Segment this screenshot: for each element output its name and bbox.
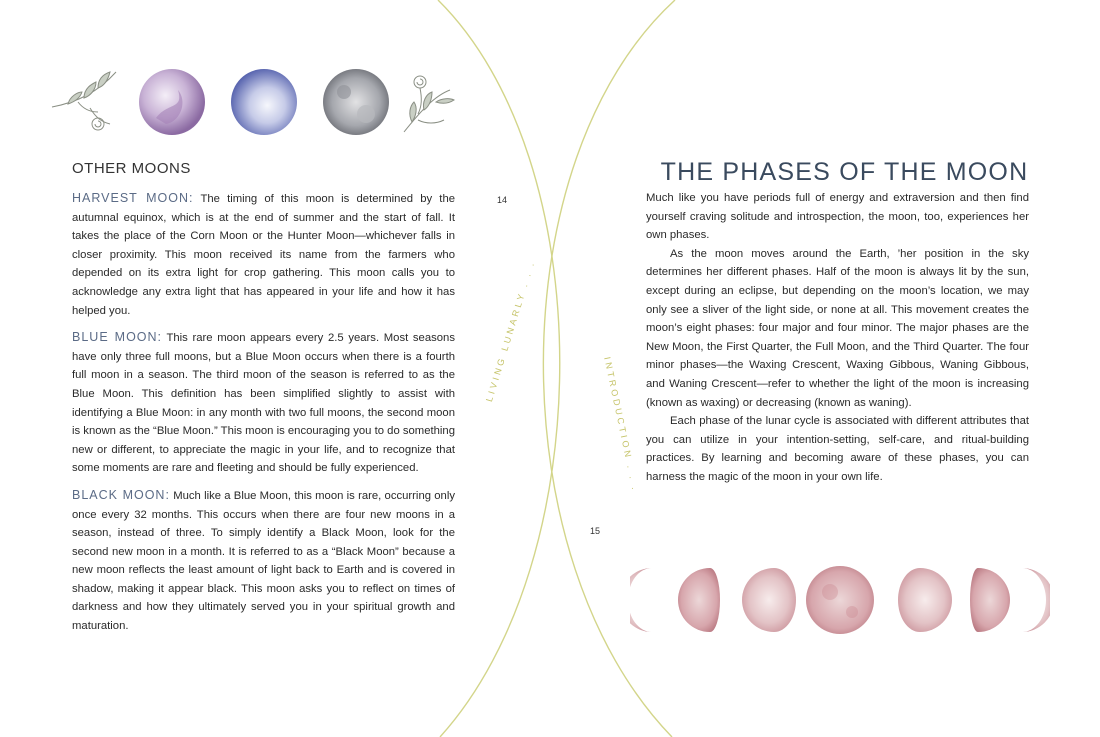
body-paragraph: Each phase of the lunar cycle is associated with different attributes that you can utilize in your intention-setting, self-care, and ritual-building practices. By learning and becoming aware of these phases, you can harness the magic of the moon in your own life.: [646, 415, 1029, 483]
waning-crescent-icon: [630, 568, 652, 632]
top-moon-illustration: [48, 62, 458, 142]
page-number-right: 15: [590, 526, 601, 536]
waning-gibbous-icon: [742, 568, 796, 632]
page-title: THE PHASES OF THE MOON: [660, 158, 1029, 186]
third-quarter-icon: [678, 568, 720, 632]
running-head-right: INTRODUCTION . . .: [602, 356, 641, 494]
moon-phases-illustration: [630, 562, 1050, 642]
section-heading: OTHER MOONS: [72, 160, 191, 177]
first-quarter-icon: [970, 568, 1010, 632]
entry-blue-moon: [72, 328, 455, 478]
full-moon-icon: [806, 566, 874, 634]
entry-text: Much like a Blue Moon, this moon is rare, occurring only once every 32 months. This occurs when there are four new moons in a season, instead of three. To simply identify a Black Moon, look for the second new moon in a month. It is referred to as a “Black Moon” because a new moon reflects the least amount of light back to Earth and is covered in shadow, making it appear black. This moon asks you to reflect on times of darkness and how they ultimately served you in your spiritual growth and maturation.: [72, 489, 455, 633]
leaf-sprig-left-icon: [52, 72, 116, 130]
entry-term: BLACK MOON:: [72, 487, 170, 502]
purple-watercolor-moon-icon: [139, 69, 205, 135]
leaf-sprig-right-icon: [404, 76, 454, 132]
gray-watercolor-moon-icon: [323, 69, 389, 135]
entry-black-moon: [72, 486, 455, 636]
entry-harvest-moon: [72, 189, 455, 320]
page-number-left: 14: [497, 195, 508, 205]
right-page: [646, 158, 1029, 487]
entry-term: HARVEST MOON:: [72, 191, 194, 205]
waxing-crescent-icon: [1022, 568, 1050, 632]
waxing-gibbous-icon: [898, 568, 952, 632]
entry-term: BLUE MOON:: [72, 330, 163, 345]
entry-text: The timing of this moon is determined by the autumnal equinox, which is at the end of summer and the start of fall. It takes the place of the Corn Moon or the Hunter Moon—whichever falls in closer proximity. This moon received its name from the farmers who depended on its extra light for crop gathering. This moon calls you to acknowledge any extra light that has appeared in your life and how it has helped you.: [72, 193, 456, 317]
entry-text: This rare moon appears every 2.5 years. Most seasons have only three full moons, but a Blue Moon occurs when there is a fourth full moon in a season. The third moon of the season is referred to as the Blue Moon. This definition has been simplified slightly to assist with identifying a Blue Moon: in any month with two full moons, the second moon is known as the “Blue Moon.” This moon is encouraging you to do something new or different, to appreciate the magic in your life, and to recognize that some moments are rare and fleeting and should be fully experienced.: [72, 332, 455, 475]
running-head-left: LIVING LUNARLY . . .: [484, 258, 537, 403]
left-page: [72, 160, 455, 644]
blue-watercolor-moon-icon: [231, 69, 297, 135]
body-paragraph: As the moon moves around the Earth, ’her position in the sky determines her different phases. Half of the moon is always lit by the sun, except during an eclipse, but depending on the moon’s location, we may only see a sliver of the light side, or none at all. This movement creates the moon’s eight phases: four major and four minor. The major phases are the New Moon, the First Quarter, the Full Moon, and the Third Quarter. The four minor phases—the Waxing Crescent, Waxing Gibbous, Waning Gibbous, and Waning Crescent—refer to whether the light of the moon is increasing (known as waxing) or decreasing (known as waning).: [646, 247, 1029, 409]
body-paragraph: Much like you have periods full of energy and extraversion and then find yourself craving solitude and introspection, the moon, too, experiences her own phases.: [646, 192, 1029, 242]
